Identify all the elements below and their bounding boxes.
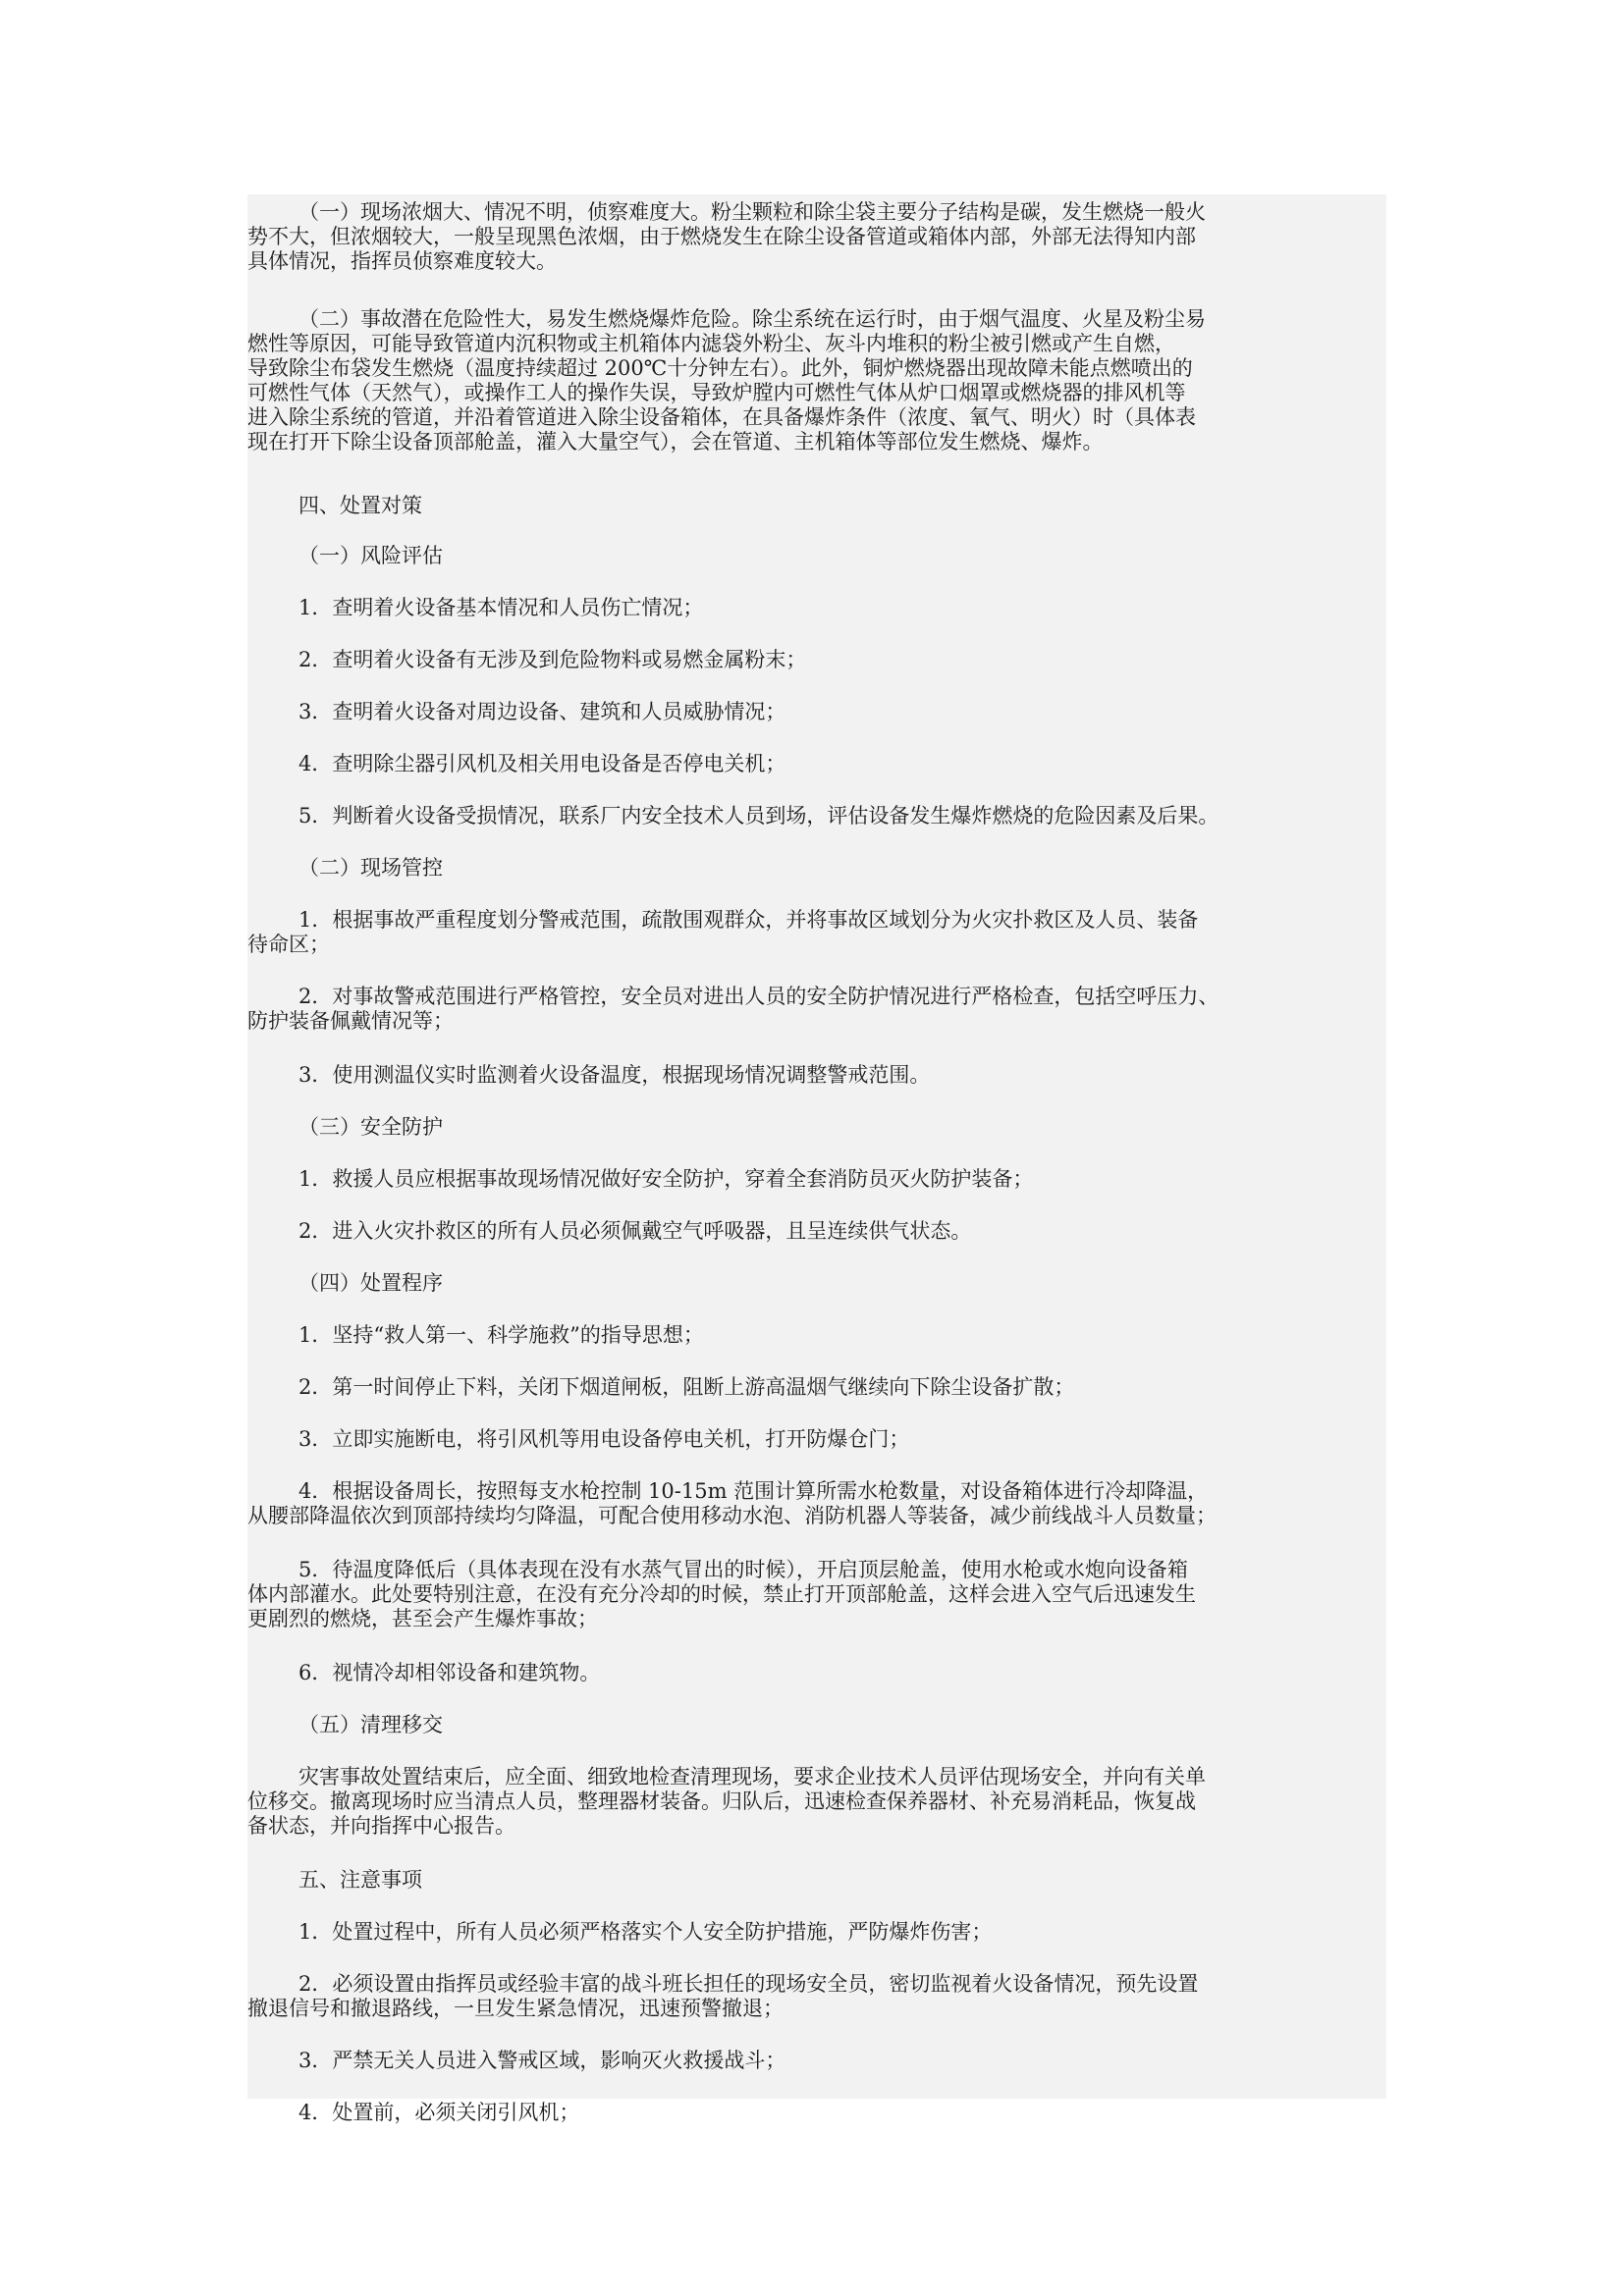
- paragraph-line: 备状态，并向指挥中心报告。: [247, 1814, 515, 1838]
- paragraph: [247, 908, 1386, 957]
- paragraph-line: 5．判断着火设备受损情况，联系厂内安全技术人员到场，评估设备发生爆炸燃烧的危险因素及后果。: [298, 804, 1219, 828]
- paragraph: [247, 1972, 1386, 2021]
- paragraph-line: 1．处置过程中，所有人员必须严格落实个人安全防护措施，严防爆炸伤害；: [298, 1920, 993, 1944]
- paragraph-line: 4．查明除尘器引风机及相关用电设备是否停电关机；: [298, 752, 786, 775]
- paragraph-line: 1．坚持“救人第一、科学施救”的指导思想；: [298, 1323, 704, 1347]
- paragraph: [247, 1661, 1386, 1685]
- paragraph-line: 4．处置前，必须关闭引风机；: [298, 2101, 580, 2124]
- paragraph-line: 3．立即实施断电，将引风机等用电设备停电关机，打开防爆仓门；: [298, 1427, 910, 1451]
- paragraph: [247, 1765, 1386, 1839]
- paragraph: [247, 1323, 1386, 1348]
- paragraph-line: 燃性等原因，可能导致管道内沉积物或主机箱体内滤袋外粉尘、灰斗内堆积的粉尘被引燃或产生自燃，: [247, 332, 1175, 355]
- paragraph: [247, 1920, 1386, 1945]
- paragraph-line: （五）清理移交: [298, 1713, 443, 1736]
- paragraph: [247, 648, 1386, 672]
- paragraph-line: 2．必须设置由指挥员或经验丰富的战斗班长担任的现场安全员，密切监视着火设备情况，预先设置: [298, 1972, 1199, 1996]
- paragraph-line: 3．查明着火设备对周边设备、建筑和人员威胁情况；: [298, 700, 786, 723]
- paragraph: [247, 856, 1386, 881]
- paragraph: [247, 1167, 1386, 1192]
- paragraph-line: 体内部灌水。此处要特别注意，在没有充分冷却的时候，禁止打开顶部舱盖，这样会进入空气后迅速发生: [247, 1582, 1196, 1606]
- paragraph: [247, 2101, 1386, 2125]
- paragraph: [247, 752, 1386, 776]
- paragraph: [247, 1063, 1386, 1088]
- paragraph: [247, 307, 1386, 454]
- paragraph-line: 可燃性气体（天然气），或操作工人的操作失误，导致炉膛内可燃性气体从炉口烟罩或燃烧器的排风机等: [247, 381, 1186, 404]
- paragraph-line: 势不大，但浓烟较大，一般呈现黑色浓烟，由于燃烧发生在除尘设备管道或箱体内部，外部无法得知内部: [247, 225, 1196, 248]
- paragraph-line: 1．救援人员应根据事故现场情况做好安全防护，穿着全套消防员灭火防护装备；: [298, 1167, 1034, 1191]
- paragraph: [247, 200, 1386, 274]
- paragraph-line: 进入除尘系统的管道，并沿着管道进入除尘设备箱体，在具备爆炸条件（浓度、氧气、明火）时（具体表: [247, 405, 1196, 429]
- paragraph: [247, 1713, 1386, 1737]
- paragraph-line: 2．对事故警戒范围进行严格管控，安全员对进出人员的安全防护情况进行严格检查，包括空呼压力、: [298, 985, 1219, 1008]
- paragraph-line: 现在打开下除尘设备顶部舱盖，灌入大量空气），会在管道、主机箱体等部位发生燃烧、爆炸。: [247, 430, 1104, 454]
- paragraph: [247, 1868, 1386, 1893]
- paragraph-line: 5．待温度降低后（具体表现在没有水蒸气冒出的时候），开启顶层舱盖，使用水枪或水炮向设备箱: [298, 1558, 1188, 1581]
- paragraph-line: 撤退信号和撤退路线，一旦发生紧急情况，迅速预警撤退；: [247, 1997, 784, 2020]
- paragraph-line: （二）事故潜在危险性大，易发生燃烧爆炸危险。除尘系统在运行时，由于烟气温度、火星及粉尘易: [298, 307, 1206, 331]
- paragraph-line: 防护装备佩戴情况等；: [247, 1009, 454, 1033]
- paragraph-line: 6．视情冷却相邻设备和建筑物。: [298, 1661, 601, 1684]
- paragraph-line: 导致除尘布袋发生燃烧（温度持续超过 200℃十分钟左右）。此外，铜炉燃烧器出现故障未能点燃喷出的: [247, 356, 1193, 380]
- paragraph-line: （三）安全防护: [298, 1115, 443, 1139]
- paragraph-line: 1．查明着火设备基本情况和人员伤亡情况；: [298, 596, 704, 619]
- paragraph: [247, 1427, 1386, 1452]
- paragraph: [247, 1375, 1386, 1400]
- paragraph: [247, 1115, 1386, 1140]
- paragraph-line: （一）现场浓烟大、情况不明，侦察难度大。粉尘颗粒和除尘袋主要分子结构是碳，发生燃烧一般火: [298, 200, 1206, 224]
- paragraph: [247, 1271, 1386, 1296]
- paragraph-line: 五、注意事项: [298, 1868, 422, 1892]
- paragraph-line: 3．严禁无关人员进入警戒区域，影响灭火救援战斗；: [298, 2049, 786, 2072]
- paragraph-line: 4．根据设备周长，按照每支水枪控制 10-15m 范围计算所需水枪数量，对设备箱体进行冷却降温，: [298, 1479, 1209, 1503]
- paragraph-line: 待命区；: [247, 933, 330, 956]
- paragraph-line: 四、处置对策: [298, 494, 422, 517]
- paragraph: [247, 494, 1386, 518]
- paragraph-line: 灾害事故处置结束后，应全面、细致地检查清理现场，要求企业技术人员评估现场安全，并向有关单: [298, 1765, 1206, 1789]
- paragraph: [247, 596, 1386, 620]
- paragraph-line: 2．查明着火设备有无涉及到危险物料或易燃金属粉末；: [298, 648, 807, 671]
- paragraph-line: 2．第一时间停止下料，关闭下烟道闸板，阻断上游高温烟气继续向下除尘设备扩散；: [298, 1375, 1075, 1399]
- paragraph-line: 位移交。撤离现场时应当清点人员，整理器材装备。归队后，迅速检查保养器材、补充易消耗品，恢复战: [247, 1789, 1196, 1813]
- document-body: [247, 194, 1386, 2124]
- paragraph: [247, 700, 1386, 724]
- paragraph-line: 3．使用测温仪实时监测着火设备温度，根据现场情况调整警戒范围。: [298, 1063, 931, 1087]
- paragraph: [247, 804, 1386, 828]
- paragraph: [247, 544, 1386, 568]
- paragraph-line: 从腰部降温依次到顶部持续均匀降温，可配合使用移动水泡、消防机器人等装备，减少前线战斗人员数量；: [247, 1504, 1217, 1527]
- paragraph: [247, 2049, 1386, 2073]
- paragraph: [247, 985, 1386, 1034]
- paragraph-line: 更剧烈的燃烧，甚至会产生爆炸事故；: [247, 1607, 598, 1630]
- paragraph-line: （一）风险评估: [298, 544, 443, 567]
- paragraph-line: （四）处置程序: [298, 1271, 443, 1295]
- paragraph-line: 2．进入火灾扑救区的所有人员必须佩戴空气呼吸器，且呈连续供气状态。: [298, 1219, 972, 1243]
- paragraph-line: 1．根据事故严重程度划分警戒范围，疏散围观群众，并将事故区域划分为火灾扑救区及人员、装备: [298, 908, 1199, 932]
- paragraph: [247, 1219, 1386, 1244]
- paragraph-line: （二）现场管控: [298, 856, 443, 880]
- paragraph-line: 具体情况，指挥员侦察难度较大。: [247, 249, 557, 273]
- paragraph: [247, 1479, 1386, 1528]
- paragraph: [247, 1558, 1386, 1631]
